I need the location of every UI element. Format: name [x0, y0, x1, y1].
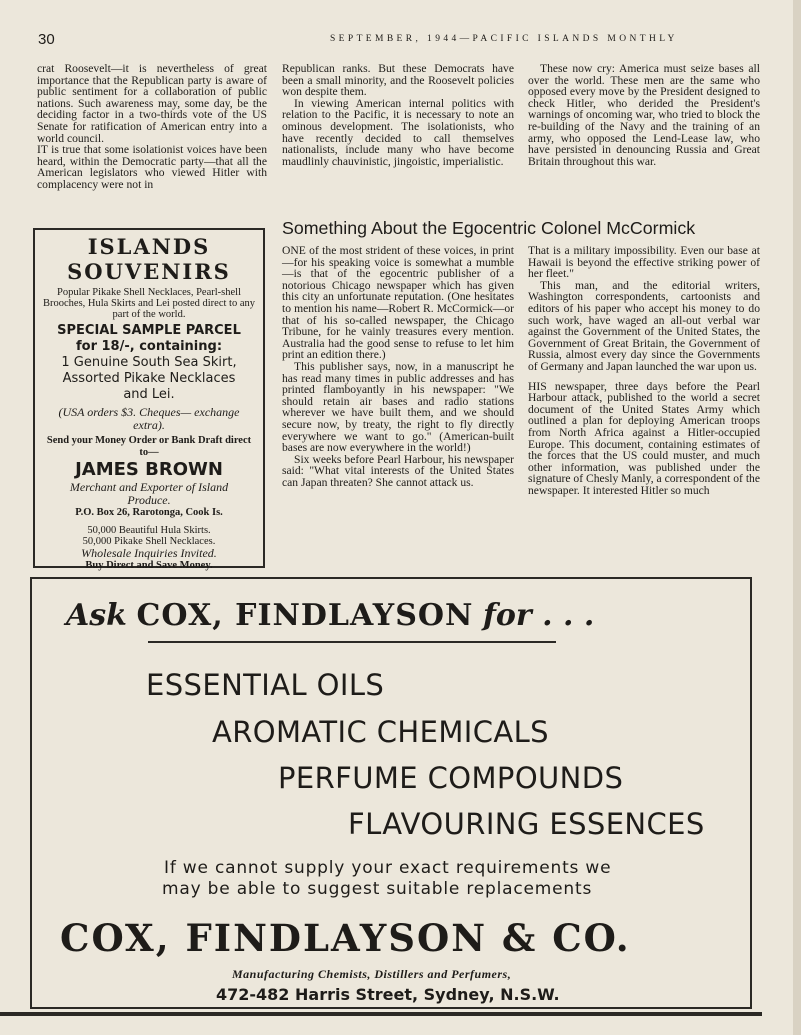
ad-headline [66, 599, 594, 633]
page-edge [793, 0, 801, 1035]
paragraph: IT is true that some isolationist voices have been heard, within the Democratic party—that all the American legislators who viewed Hitler with complacency were not in [37, 143, 267, 191]
divider [148, 641, 556, 643]
ask-word: Ask [66, 598, 127, 633]
paragraph: Republican ranks. But these Democrats have been a small minority, and the Roosevelt policies won despite them. [282, 62, 514, 99]
ad-wholesale: Wholesale Inquiries Invited. [81, 546, 217, 560]
article-headline: Something About the Egocentric Colonel McCormick [282, 218, 696, 238]
company-address: 472-482 Harris Street, Sydney, N.S.W. [216, 985, 560, 1004]
ad-special: SPECIAL SAMPLE PARCEL [57, 323, 241, 338]
ad-buy: Buy Direct and Save Money. [85, 560, 213, 571]
ad-address: P.O. Box 26, Rarotonga, Cook Is. [75, 507, 223, 518]
company-description: Manufacturing Chemists, Distillers and Perfumers, [232, 967, 512, 981]
ad-send: Send your Money Order or Bank Draft direct to— [46, 435, 252, 458]
ad-title: ISLANDS [87, 234, 211, 259]
paragraph: In viewing American internal politics with relation to the Pacific, it is necessary to note an ominous development. The isolationists, who have recently decided to call themselves nationalists, include many who have become maudlinly chauvinistic, jingoistic, imperialistic. [282, 96, 514, 168]
ad-merchant-name: JAMES BROWN [75, 459, 223, 480]
running-title: SEPTEMBER, 1944—PACIFIC ISLANDS MONTHLY [330, 34, 678, 44]
ad-merchant-role: Merchant and Exporter of Island Produce. [69, 480, 229, 507]
column-2-top [282, 63, 514, 167]
ad-item: Assorted Pikake Necklaces [62, 371, 236, 386]
bottom-rule [0, 1012, 762, 1016]
islands-souvenirs-ad [33, 228, 265, 571]
company-name: COX, FINDLAYSON & CO. [60, 916, 631, 960]
article-column-left [282, 245, 514, 488]
supply-note: If we cannot supply your exact requirements we [164, 858, 612, 878]
product-line: AROMATIC CHEMICALS [212, 715, 549, 749]
paragraph: Six weeks before Pearl Harbour, his newspaper said: "What vital interests of the United States can Japan threaten? She cannot attack us. [282, 452, 514, 489]
ad-item: 1 Genuine South Sea Skirt, [61, 355, 237, 370]
article-column-right [528, 245, 760, 496]
ad-title: SOUVENIRS [67, 259, 231, 284]
paragraph: That is a military impossibility. Even our base at Hawaii is beyond the effective striking power of her fleet." [528, 244, 760, 281]
supply-note: may be able to suggest suitable replacements [162, 879, 593, 899]
brand-name: COX, FINDLAYSON [136, 598, 474, 633]
ad-usa-note: (USA orders $3. Cheques— exchange extra). [58, 405, 240, 432]
paragraph: ONE of the most strident of these voices, in print—for his speaking voice is somewhat a mumble—is that of the egocentric publisher of a notorious Chicago newspaper which has given this city an unfortunate reputation. (One hesitates to mention his name—Robert R. McCormick—or that of his so-called newspaper, the Chicago Tribune, for he vainly treasures every mention. Australia had the good sense to refuse to let him print an edition there.) [282, 244, 514, 362]
page-number: 30 [38, 31, 55, 48]
paragraph: crat Roosevelt—it is nevertheless of great importance that the Republican party is aware of public sentiment for a collaboration of public nations. Such awareness may, some day, be the deciding factor in a two-thirds vote of the US Senate for ratification of American entry into a world council. [37, 62, 267, 145]
ad-item: and Lei. [123, 387, 175, 402]
paragraph: This man, and the editorial writers, Washington correspondents, cartoonists and editors of his paper who accept his money to do such work, have waged an all-out verbal war against the Government of the United States, the Government of Great Britain, the Government of Russia, almost every day since the Governments of Germany and Japan launched the war upon us. [528, 278, 760, 373]
product-line: ESSENTIAL OILS [146, 668, 385, 702]
paragraph: These now cry: America must seize bases all over the world. These men are the same who opposed every move by the President designed to check Hitler, who derided the President's warnings of oncoming war, who tried to block the re-building of the Navy and the training of an army, who opposed the Lend-Lease law, who have persisted in denouncing Russia and Great Britain throughout this war. [528, 62, 760, 168]
ad-special-price: for 18/-, containing: [75, 339, 223, 354]
cox-findlayson-ad [30, 577, 752, 1009]
product-line: PERFUME COMPOUNDS [278, 761, 624, 795]
ad-stock: 50,000 Beautiful Hula Skirts. [87, 525, 211, 536]
column-1-top [37, 63, 267, 191]
ad-stock: 50,000 Pikake Shell Necklaces. [82, 536, 216, 547]
paragraph: This publisher says, now, in a manuscript he has read many times in public addresses and has printed flamboyantly in his newspaper: "We should retain air bases and radio stations wherever we have built them, and we should secure now, by treaty, the right to fly directly everywhere we want to go." (American-built bases are now everywhere in the world!) [282, 359, 514, 455]
for-word: for . . . [482, 598, 595, 633]
paragraph: HIS newspaper, three days before the Pearl Harbour attack, published to the world a secret document of the United States Army which outlined a plan for deploying American troops from North Africa against a Hitler-occupied Europe. This document, containing estimates of the forces that the US could muster, and much other information, was published under the signature of Chesly Manly, a correspondent of the newspaper. It interested Hitler so much [528, 379, 760, 497]
column-3-top [528, 63, 760, 167]
product-line: FLAVOURING ESSENCES [348, 807, 705, 841]
ad-intro: Popular Pikake Shell Necklaces, Pearl-shell Brooches, Hula Skirts and Lei posted direct to any part of the world. [43, 287, 255, 320]
